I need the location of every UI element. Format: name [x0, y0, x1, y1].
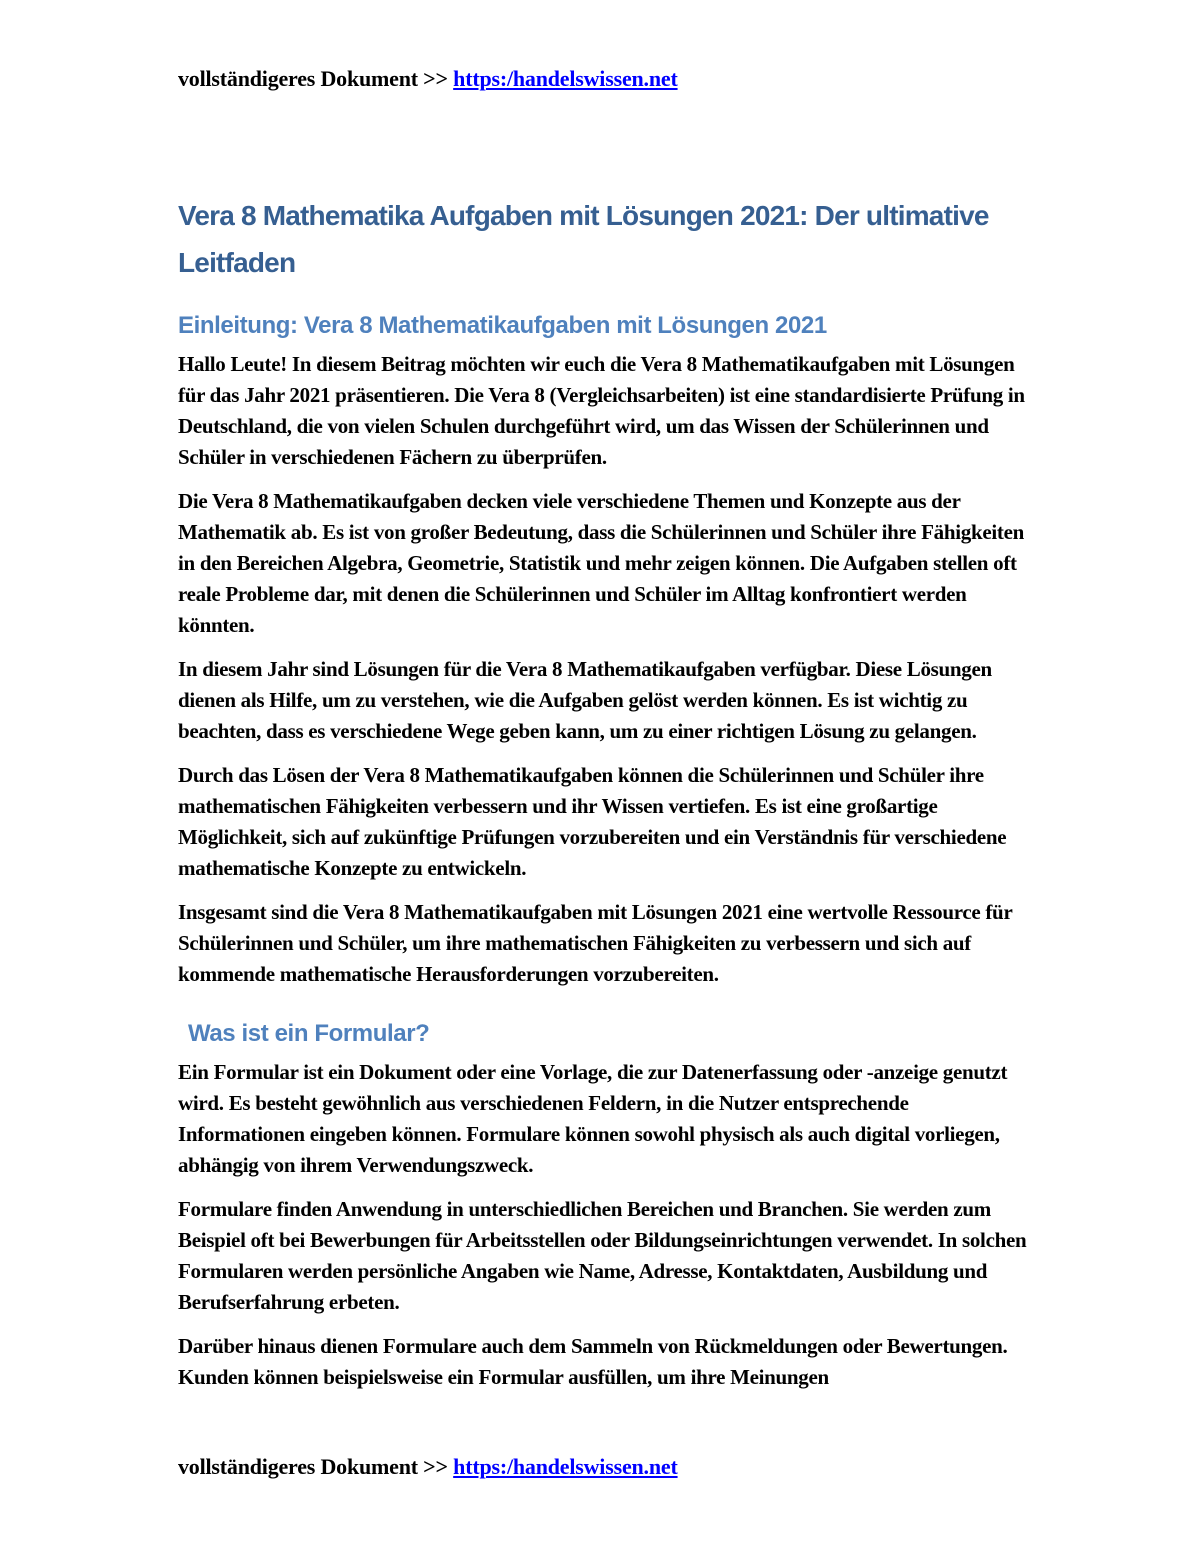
paragraph: Formulare finden Anwendung in unterschiedlichen Bereichen und Branchen. Sie werden zum Beispiel oft bei Bewerbungen für Arbeitsstellen oder Bildungseinrichtungen verwendet. In solchen Formularen werden persönliche Angaben wie Name, Adresse, Kontaktdaten, Ausbildung und Berufserfahrung erbeten.	[178, 1197, 1027, 1314]
page-title: Vera 8 Mathematika Aufgaben mit Lösungen 2021: Der ultimative Leitfaden	[178, 200, 989, 278]
paragraph: Ein Formular ist ein Dokument oder eine Vorlage, die zur Datenerfassung oder -anzeige genutzt wird. Es besteht gewöhnlich aus verschiedenen Feldern, in die Nutzer entsprechende Informationen eingeben können. Formulare können sowohl physisch als auch digital vorliegen, abhängig von ihrem Verwendungszweck.	[178, 1060, 1008, 1177]
footer-line	[178, 1452, 1040, 1482]
header-prefix-text: vollständigeres Dokument >>	[178, 66, 448, 91]
section-heading-einleitung: Einleitung: Vera 8 Mathematikaufgaben mit Lösungen 2021	[178, 312, 827, 339]
paragraph: Die Vera 8 Mathematikaufgaben decken viele verschiedene Themen und Konzepte aus der Mathematik ab. Es ist von großer Bedeutung, dass die Schülerinnen und Schüler ihre Fähigkeiten in den Bereichen Algebra, Geometrie, Statistik und mehr zeigen können. Die Aufgaben stellen oft reale Probleme dar, mit denen die Schülerinnen und Schüler im Alltag konfrontiert werden könnten.	[178, 489, 1024, 637]
paragraph: Darüber hinaus dienen Formulare auch dem Sammeln von Rückmeldungen oder Bewertungen. Kunden können beispielsweise ein Formular ausfüllen, um ihre Meinungen	[178, 1334, 1008, 1389]
footer-prefix-text: vollständigeres Dokument >>	[178, 1454, 448, 1479]
section-heading-formular: Was ist ein Formular?	[188, 1020, 430, 1047]
paragraph: Hallo Leute! In diesem Beitrag möchten wir euch die Vera 8 Mathematikaufgaben mit Lösungen für das Jahr 2021 präsentieren. Die Vera 8 (Vergleichsarbeiten) ist eine standardisierte Prüfung in Deutschland, die von vielen Schulen durchgeführt wird, um das Wissen der Schülerinnen und Schüler in verschiedenen Fächern zu überprüfen.	[178, 352, 1025, 469]
paragraph: In diesem Jahr sind Lösungen für die Vera 8 Mathematikaufgaben verfügbar. Diese Lösungen dienen als Hilfe, um zu verstehen, wie die Aufgaben gelöst werden können. Es ist wichtig zu beachten, dass es verschiedene Wege geben kann, um zu einer richtigen Lösung zu gelangen.	[178, 657, 992, 743]
header-line	[178, 64, 1040, 94]
paragraph: Durch das Lösen der Vera 8 Mathematikaufgaben können die Schülerinnen und Schüler ihre mathematischen Fähigkeiten verbessern und ihr Wissen vertiefen. Es ist eine großartige Möglichkeit, sich auf zukünftige Prüfungen vorzubereiten und ein Verständnis für verschiedene mathematische Konzepte zu entwickeln.	[178, 763, 1007, 880]
page-content	[178, 64, 1040, 1393]
header-link[interactable]: https:/handelswissen.net	[453, 66, 678, 91]
paragraph: Insgesamt sind die Vera 8 Mathematikaufgaben mit Lösungen 2021 eine wertvolle Ressource für Schülerinnen und Schüler, um ihre mathematischen Fähigkeiten zu verbessern und sich auf kommende mathematische Herausforderungen vorzubereiten.	[178, 900, 1013, 986]
footer-link[interactable]: https:/handelswissen.net	[453, 1454, 678, 1479]
